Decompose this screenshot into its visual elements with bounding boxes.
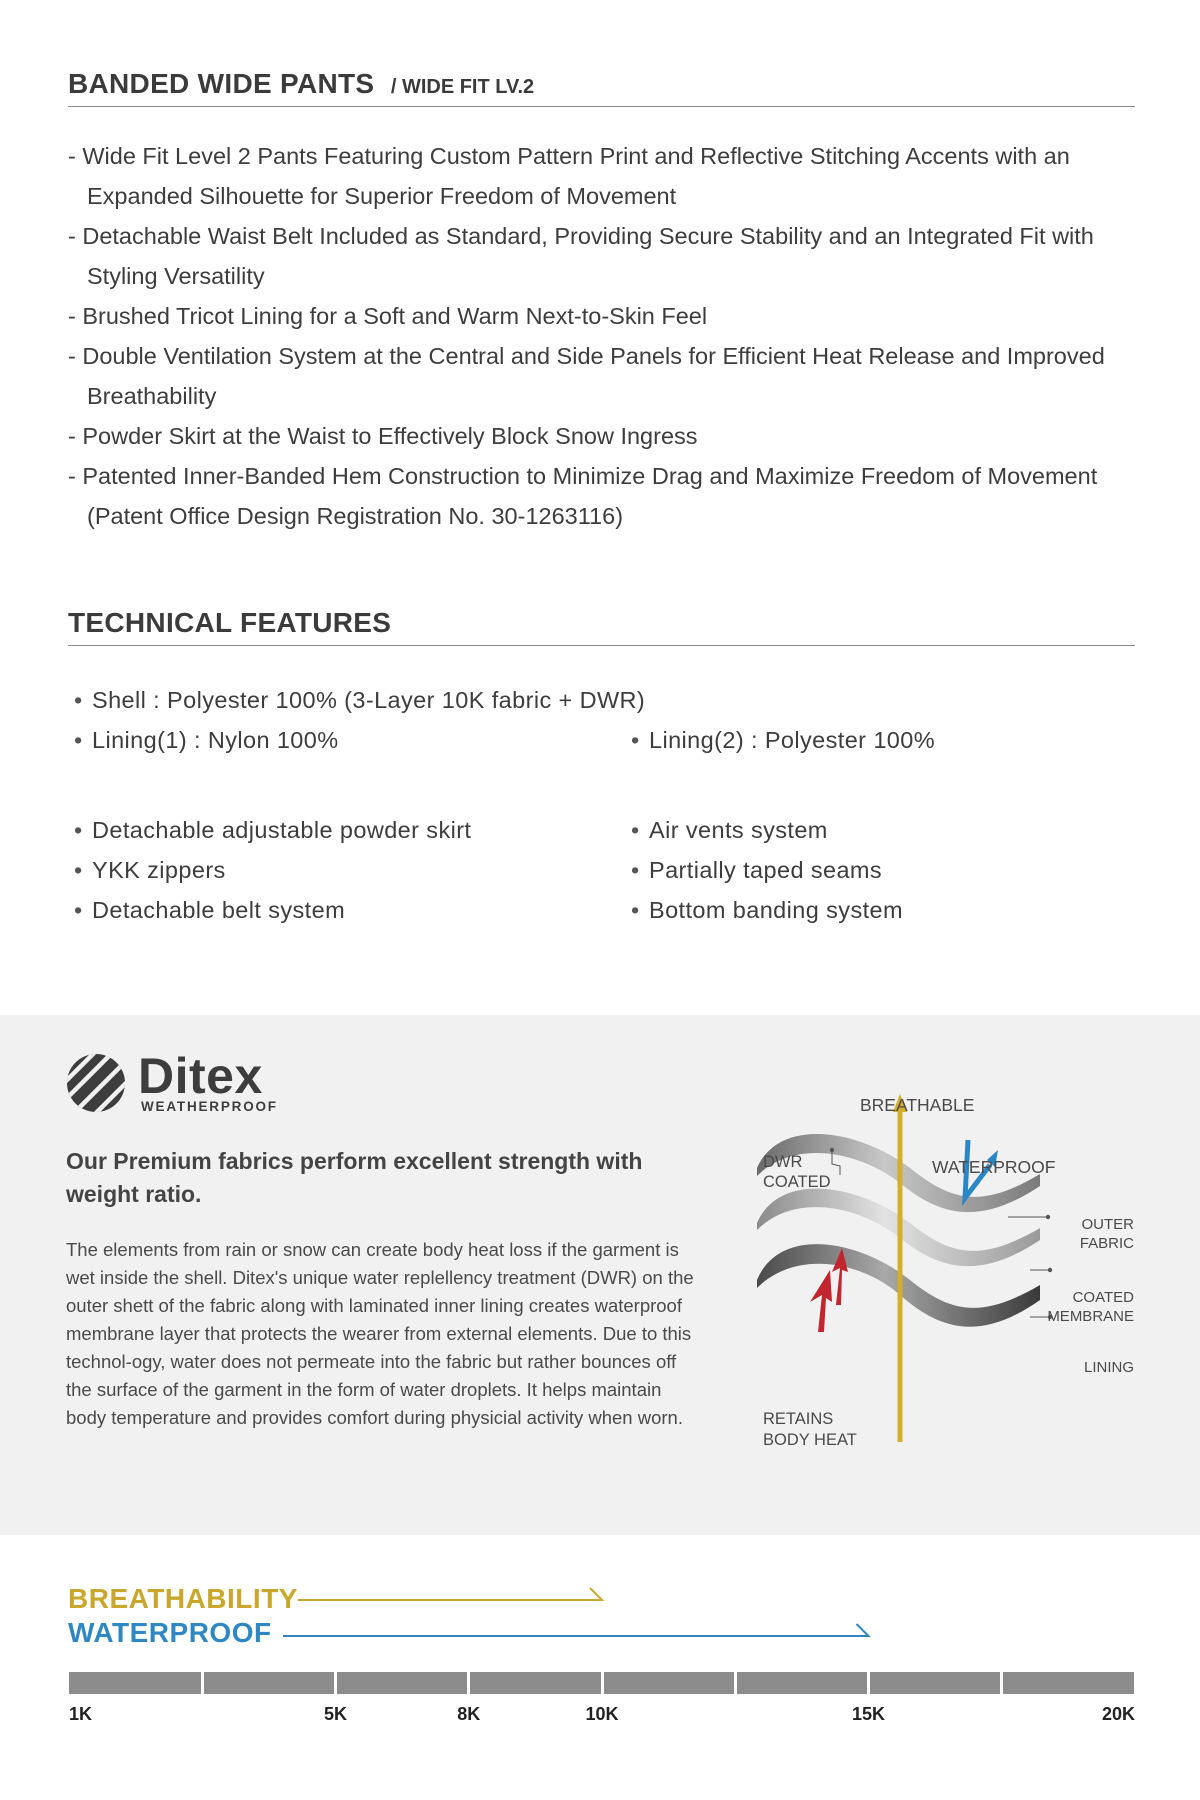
scale-segment [337, 1672, 467, 1694]
retains-heat-label-2: BODY HEAT [763, 1431, 857, 1449]
heat-arrow-icon [810, 1270, 832, 1332]
ditex-logo-icon [66, 1053, 126, 1113]
material-list-right [631, 720, 935, 760]
feature-item [631, 890, 903, 930]
dwr-label: DWR [763, 1153, 803, 1171]
ditex-logo [66, 1048, 278, 1118]
material-lining1 [74, 720, 645, 760]
product-header [68, 68, 1135, 107]
technical-header [68, 607, 1135, 646]
bullet-icon: • [631, 897, 640, 923]
description-item: - Patented Inner-Banded Hem Construction to Minimize Drag and Maximize Freedom of Movement (Patent Office Design Registration No. 30-1263116) [68, 463, 1098, 529]
outer-fabric-label: OUTER [1081, 1216, 1134, 1233]
feature-item [74, 850, 471, 890]
feature-item [631, 850, 903, 890]
bullet-icon: • [74, 817, 83, 843]
features-left-list [74, 810, 471, 930]
ditex-body: The elements from rain or snow can create body heat loss if the garment is wet inside the shell. Ditex's unique water replellency treatment (DWR) on the outer shett of the fabric along with laminated inner lining creates waterproof membrane layer that protects the wearer from external elements. Due to this technol-ogy, water does not permeate into the fabric but rather bounces off the surface of the garment in the form of water droplets. It helps maintain body temperature and provides comfort during physicial activity when worn. [66, 1239, 694, 1428]
bullet-icon: • [74, 727, 83, 753]
product-subtitle: / WIDE FIT LV.2 [390, 76, 535, 98]
features-right-list [631, 810, 903, 930]
description-item: - Brushed Tricot Lining for a Soft and Warm Next-to-Skin Feel [68, 303, 708, 329]
breathability-label: BREATHABILITY [68, 1583, 298, 1614]
scale-tick-label: 5K [323, 1704, 348, 1724]
scale-segment [604, 1672, 734, 1694]
dwr-label-2: COATED [763, 1173, 831, 1191]
membrane-label-2: MEMBRANE [1047, 1308, 1134, 1325]
ditex-headline: Our Premium fabrics perform excellent strength with weight ratio. [66, 1148, 643, 1207]
breathable-label: BREATHABLE [860, 1095, 975, 1115]
breathability-indicator-line [298, 1588, 602, 1600]
bullet-icon: • [631, 727, 640, 753]
bullet-icon: • [74, 687, 83, 713]
retains-heat-label: RETAINS [763, 1410, 834, 1428]
scale-tick-label: 1K [69, 1704, 93, 1724]
description-item: - Double Ventilation System at the Central and Side Panels for Efficient Heat Release and Improved Breathability [68, 343, 1105, 409]
lining1-text: Lining(1) : Nylon 100% [92, 727, 339, 753]
description-item: - Detachable Waist Belt Included as Standard, Providing Secure Stability and an Integrated Fit with Styling Versatility [68, 223, 1094, 289]
feature-text: Air vents system [649, 817, 828, 843]
fabric-layer-diagram [740, 1080, 1140, 1460]
scale-tick-label: 20K [1101, 1704, 1135, 1724]
product-description-list [68, 136, 1128, 536]
description-item: - Powder Skirt at the Waist to Effectively Block Snow Ingress [68, 423, 698, 449]
ditex-logo-name: Ditex [138, 1048, 263, 1104]
waterproof-label: WATERPROOF [68, 1617, 272, 1648]
feature-text: Detachable belt system [92, 897, 346, 923]
feature-item [631, 810, 903, 850]
product-title: BANDED WIDE PANTS [68, 68, 375, 99]
scale-tick-label: 10K [585, 1704, 619, 1724]
outer-fabric-label-2: FABRIC [1079, 1235, 1134, 1252]
lining-label: LINING [1083, 1359, 1134, 1376]
scale-segment [870, 1672, 1000, 1694]
scale-segment [69, 1672, 201, 1694]
shell-text: Shell : Polyester 100% (3-Layer 10K fabric + DWR) [92, 687, 646, 713]
scale-segment [204, 1672, 334, 1694]
technical-title: TECHNICAL FEATURES [68, 607, 392, 638]
feature-item [74, 890, 471, 930]
feature-text: Bottom banding system [649, 897, 903, 923]
scale-segment [1003, 1672, 1133, 1694]
waterproof-indicator-line [283, 1624, 869, 1636]
scale-segment [470, 1672, 600, 1694]
description-item: - Wide Fit Level 2 Pants Featuring Custom Pattern Print and Reflective Stitching Accents with an Expanded Silhouette for Superior Freedom of Movement [68, 143, 1070, 209]
bullet-icon: • [631, 857, 640, 883]
scale-tick-label: 8K [457, 1704, 481, 1724]
feature-text: Detachable adjustable powder skirt [92, 817, 472, 843]
material-lining2 [631, 720, 935, 760]
scale-segment [737, 1672, 867, 1694]
rating-indicators [0, 1580, 1200, 1660]
ditex-logo-sub: WEATHERPROOF [141, 1099, 278, 1114]
bullet-icon: • [74, 897, 83, 923]
membrane-label: COATED [1072, 1289, 1134, 1306]
bullet-icon: • [631, 817, 640, 843]
feature-text: YKK zippers [92, 857, 226, 883]
material-shell [74, 680, 645, 720]
waterproof-label: WATERPROOF [932, 1157, 1056, 1177]
scale-tick-label: 15K [851, 1704, 886, 1724]
lining2-text: Lining(2) : Polyester 100% [649, 727, 936, 753]
feature-text: Partially taped seams [649, 857, 883, 883]
feature-item [74, 810, 471, 850]
bullet-icon: • [74, 857, 83, 883]
material-list [74, 680, 645, 760]
